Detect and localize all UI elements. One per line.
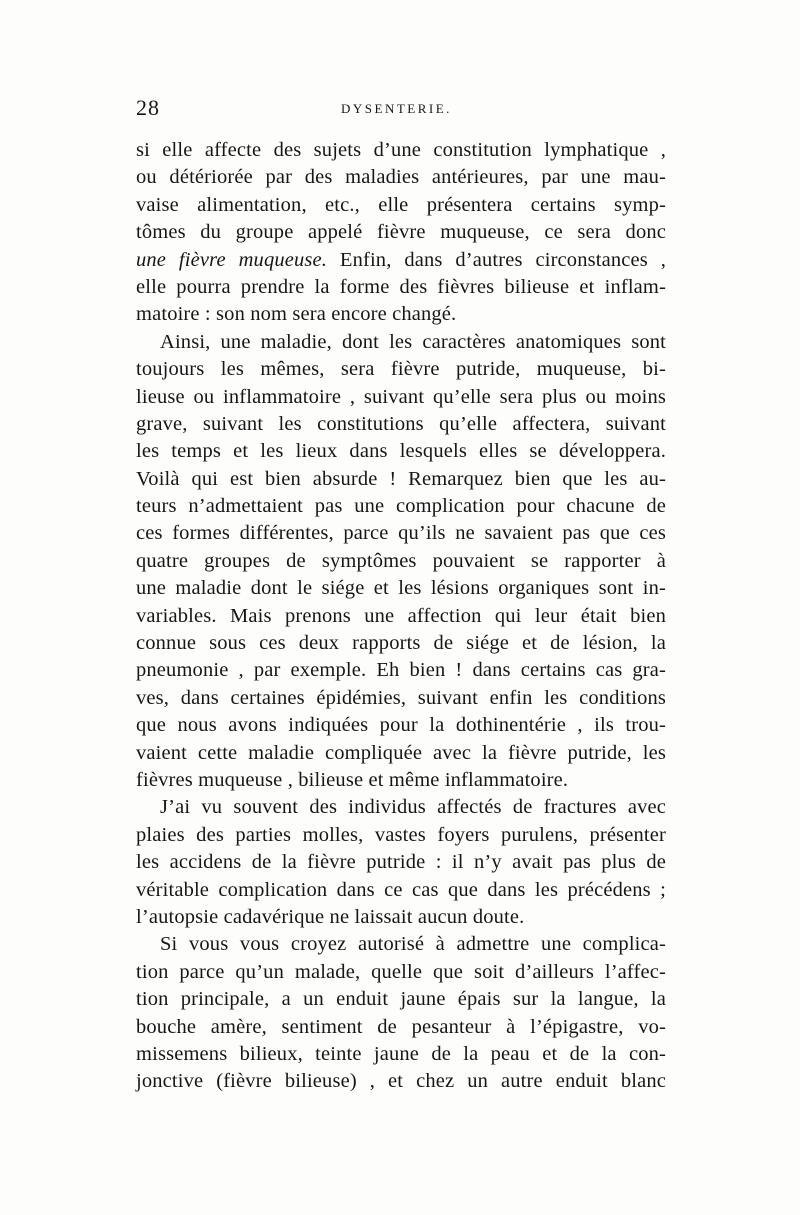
text-line: que nous avons indiquées pour la dothinentérie , ils trou- xyxy=(136,714,666,737)
paragraph-start-line: Si vous vous croyez autorisé à admettre une complica- xyxy=(160,933,666,956)
text-line: Voilà qui est bien absurde ! Remarquez bien que les au- xyxy=(136,467,666,490)
text-line: toujours les mêmes, sera fièvre putride, muqueuse, bi- xyxy=(136,358,666,381)
paragraph-start-line: Ainsi, une maladie, dont les caractères anatomiques sont xyxy=(160,330,666,353)
text-line: plaies des parties molles, vastes foyers purulens, présenter xyxy=(136,823,666,846)
text-line: quatre groupes de symptômes pouvaient se rapporter à xyxy=(136,549,666,572)
text-line: jonctive (fièvre bilieuse) , et chez un autre enduit blanc xyxy=(136,1070,666,1093)
page-header xyxy=(136,95,666,125)
text-line: vaise alimentation, etc., elle présentera certains symp- xyxy=(136,193,666,216)
page-number: 28 xyxy=(136,95,160,120)
running-head: DYSENTERIE. xyxy=(341,101,452,116)
text-line: ves, dans certaines épidémies, suivant enfin les conditions xyxy=(136,686,666,709)
text-line: missemens bilieux, teinte jaune de la peau et de la con- xyxy=(136,1042,666,1065)
text-line: elle pourra prendre la forme des fièvres bilieuse et inflam- xyxy=(136,275,666,298)
paragraph-start-line: J’ai vu souvent des individus affectés de fractures avec xyxy=(160,796,666,819)
text-line: teurs n’admettaient pas une complication pour chacune de xyxy=(136,495,666,518)
text-line: ces formes différentes, parce qu’ils ne savaient pas que ces xyxy=(136,522,666,545)
text-line: connue sous ces deux rapports de siége et de lésion, la xyxy=(136,632,666,655)
text-line: les temps et les lieux dans lesquels elles se développera. xyxy=(136,440,666,463)
text-line: bouche amère, sentiment de pesanteur à l’épigastre, vo- xyxy=(136,1015,666,1038)
paragraph-end-line: fièvres muqueuse , bilieuse et même inflammatoire. xyxy=(136,768,569,791)
text-line: vaient cette maladie compliquée avec la fièvre putride, les xyxy=(136,741,666,764)
text-line: tion principale, a un enduit jaune épais sur la langue, la xyxy=(136,988,666,1011)
text-line: lieuse ou inflammatoire , suivant qu’elle sera plus ou moins xyxy=(136,385,666,408)
text-line: les accidens de la fièvre putride : il n’y avait pas plus de xyxy=(136,851,666,874)
text-line: si elle affecte des sujets d’une constitution lymphatique , xyxy=(136,139,666,161)
text-line: pneumonie , par exemple. Eh bien ! dans certains cas gra- xyxy=(136,659,666,682)
text-line: tion parce qu’un malade, quelle que soit d’ailleurs l’affec- xyxy=(136,960,666,983)
body-text xyxy=(136,137,666,1096)
text-line: véritable complication dans ce cas que dans les précédens ; xyxy=(136,878,666,901)
text-line: une maladie dont le siége et les lésions organiques sont in- xyxy=(136,577,666,600)
paragraph-end-line: l’autopsie cadavérique ne laissait aucun doute. xyxy=(136,905,525,928)
text-line: tômes du groupe appelé fièvre muqueuse, ce sera donc xyxy=(136,221,666,244)
text-line: grave, suivant les constitutions qu’elle affectera, suivant xyxy=(136,412,666,435)
text-line: variables. Mais prenons une affection qui leur était bien xyxy=(136,604,666,627)
paragraph-end-line: matoire : son nom sera encore changé. xyxy=(136,303,457,326)
text-line: ou détériorée par des maladies antérieures, par une mau- xyxy=(136,166,666,189)
text-line-with-italic: une fièvre muqueuse. Enfin, dans d’autres circonstances , xyxy=(136,248,666,271)
